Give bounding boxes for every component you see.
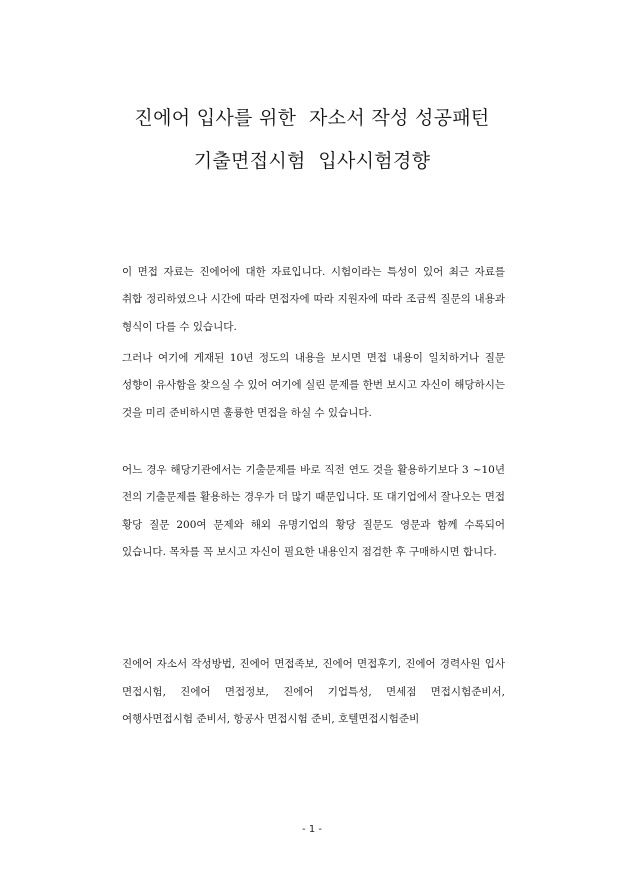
intro-paragraph: 이 면접 자료는 진에어에 대한 자료입니다. 시험이라는 특성이 있어 최근 자료를 취합 정리하였으나 시간에 따라 면접자에 따라 지원자에 따라 조금씩 질문의 내용과 형식이 다를 수 있습니다.	[122, 266, 505, 333]
page-number: - 1 -	[302, 824, 322, 835]
document-title-line-2: 기출면접시험 입사시험경향	[193, 150, 431, 172]
content-paragraph: 그러나 여기에 게재된 10년 정도의 내용을 보시면 면접 내용이 일치하거나 질문 성향이 유사함을 찾으실 수 있어 여기에 실린 문제를 한번 보시고 자신이 해당하시는 것을 미리 준비하시면 훌륭한 면접을 하실 수 있습니다.	[122, 352, 505, 419]
content-paragraph: 어느 경우 해당기관에서는 기출문제를 바로 직전 연도 것을 활용하기보다 3 ~10년 전의 기출문제를 활용하는 경우가 더 많기 때문입니다. 또 대기업에서 잘나오는 면접 황당 질문 200여 문제와 해외 유명기업의 황당 질문도 영문과 함께 수록되어 있습니다. 목차를 꼭 보시고 자신이 필요한 내용인지 점검한 후 구매하시면 합니다.	[122, 464, 505, 558]
keyword-paragraph: 진에어 자소서 작성방법, 진에어 면접족보, 진에어 면접후기, 진에어 경력사원 입사 면접시험, 진에어 면접정보, 진에어 기업특성, 면세점 면접시험준비서, 여행사면접시험 준비서, 항공사 면접시험 준비, 호텔면접시험준비	[122, 658, 505, 726]
document-title-line-1: 진에어 입사를 위한 자소서 작성 성공패턴	[134, 107, 490, 129]
